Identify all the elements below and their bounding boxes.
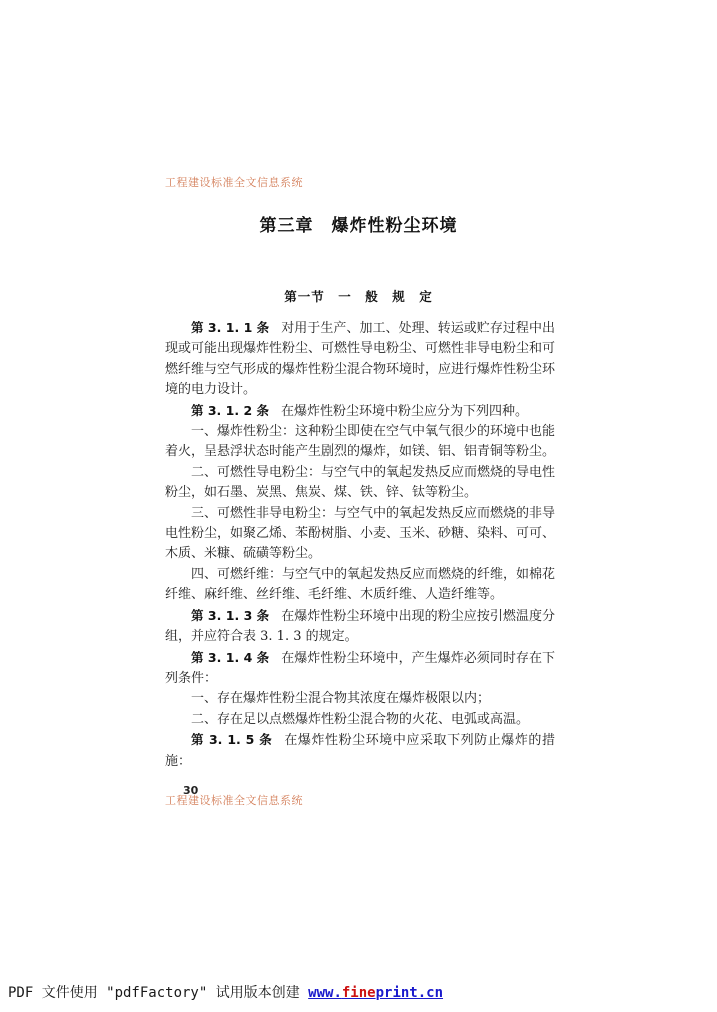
paragraph [165,606,555,648]
paragraph-text: 二、存在足以点燃爆炸性粉尘混合物的火花、电弧或高温。 [191,711,530,727]
chapter-title: 第三章 爆炸性粉尘环境 [259,216,458,236]
article-number: 第 3. 1. 2 条 [191,402,269,418]
paragraph [165,401,555,422]
article-number: 第 3. 1. 1 条 [191,320,270,335]
footer-link-part: www. [308,985,342,1001]
paragraph-text: 在爆炸性粉尘环境中出现的粉尘应按引燃温度分组，并应符合表 3. 1. 3 的规定。 [165,608,555,645]
paragraph-text: 四、可燃纤维：与空气中的氧起发热反应而燃烧的纤维，如棉花纤维、麻纤维、丝纤维、毛纤维、木质纤维、人造纤维等。 [165,566,556,603]
article-number: 第 3. 1. 5 条 [191,732,273,748]
watermark-bottom: 工程建设标准全文信息系统 [165,794,303,807]
paragraph [165,730,555,772]
article-number: 第 3. 1. 4 条 [191,649,270,665]
footer-link[interactable] [308,985,443,1001]
section-title: 第一节 一 般 规 定 [284,289,433,304]
page-number: 30 [183,784,199,797]
paragraph-text: 在爆炸性粉尘环境中应采取下列防止爆炸的措施： [165,733,555,769]
paragraph-text: 二、可燃性导电粉尘：与空气中的氧起发热反应而燃烧的导电性粉尘，如石墨、炭黑、焦炭、煤、铁、锌、钛等粉尘。 [165,464,556,501]
paragraph-text: 对用于生产、加工、处理、转运或贮存过程中出现或可能出现爆炸性粉尘、可燃性导电粉尘、可燃性非导电粉尘和可燃纤维与空气形成的爆炸性粉尘混合物环境时，应进行爆炸性粉尘环境的电力设计。 [165,321,556,398]
paragraph [165,565,555,606]
watermark-top: 工程建设标准全文信息系统 [165,176,303,189]
paragraph-text: 在爆炸性粉尘环境中粉尘应分为下列四种。 [281,403,529,419]
paragraph-text: 三、可燃性非导电粉尘：与空气中的氧起发热反应而燃烧的非导电性粉尘，如聚乙烯、苯酚树脂、小麦、玉米、砂糖、染料、可可、木质、米糠、硫磺等粉尘。 [165,505,556,562]
body-text [165,318,555,772]
footer-text: PDF 文件使用 "pdfFactory" 试用版本创建 [8,985,309,1001]
paragraph-text: 一、存在爆炸性粉尘混合物其浓度在爆炸极限以内； [191,691,491,707]
paragraph-text: 一、爆炸性粉尘：这种粉尘即使在空气中氧气很少的环境中也能着火，呈悬浮状态时能产生剧烈的爆炸，如镁、铝、铝青铜等粉尘。 [165,424,556,460]
pdf-footer [8,982,443,1002]
article-number: 第 3. 1. 3 条 [191,607,270,623]
paragraph [165,689,555,709]
footer-link-part: print.cn [375,985,444,1001]
paragraph [165,463,555,504]
paragraph [165,504,555,565]
paragraph [165,648,555,690]
paragraph [165,422,555,463]
footer-link-part: fine [341,985,376,1001]
paragraph [165,318,555,401]
paragraph-text: 在爆炸性粉尘环境中，产生爆炸必须同时存在下列条件： [165,650,555,686]
paragraph [165,710,555,730]
